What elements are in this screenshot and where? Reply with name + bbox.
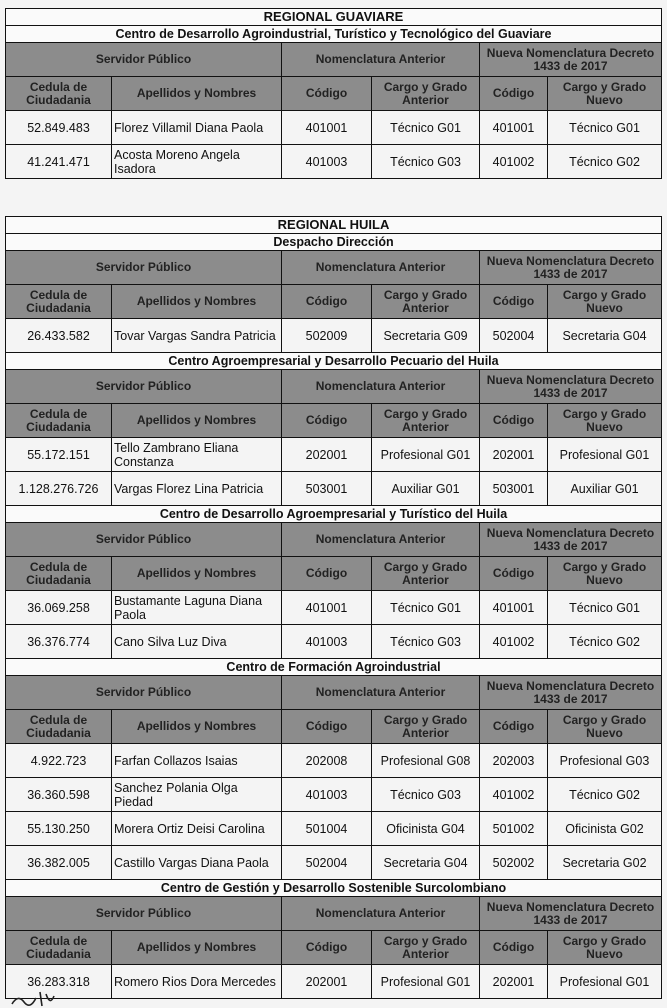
codigo-anterior-cell: 202001	[282, 965, 372, 999]
header-cargo-anterior: Cargo y Grado Anterior	[372, 931, 480, 965]
cargo-nuevo-cell: Oficinista G02	[548, 812, 662, 846]
section-title: Centro Agroempresarial y Desarrollo Pecuario del Huila	[6, 353, 662, 370]
header-nueva-nomenclatura: Nueva Nomenclatura Decreto 1433 de 2017	[480, 251, 662, 285]
header-row-bottom	[6, 285, 662, 319]
header-servidor: Servidor Público	[6, 897, 282, 931]
cargo-nuevo-cell: Profesional G03	[548, 744, 662, 778]
nombre-cell: Morera Ortiz Deisi Carolina	[112, 812, 282, 846]
header-cargo-nuevo: Cargo y Grado Nuevo	[548, 710, 662, 744]
header-codigo-nuevo: Código	[480, 710, 548, 744]
nombre-cell: Vargas Florez Lina Patricia	[112, 472, 282, 506]
header-nomenclatura-anterior: Nomenclatura Anterior	[282, 370, 480, 404]
section-title-row	[6, 506, 662, 523]
header-cedula: Cedula de Ciudadania	[6, 931, 112, 965]
codigo-nuevo-cell: 401002	[480, 778, 548, 812]
nombre-cell: Cano Silva Luz Diva	[112, 625, 282, 659]
cargo-nuevo-cell: Técnico G01	[548, 111, 662, 145]
header-cargo-nuevo: Cargo y Grado Nuevo	[548, 557, 662, 591]
header-cargo-anterior: Cargo y Grado Anterior	[372, 404, 480, 438]
guaviare-center-name-row	[6, 26, 662, 43]
nombre-cell: Tello Zambrano Eliana Constanza	[112, 438, 282, 472]
header-codigo-anterior: Código	[282, 77, 372, 111]
cedula-cell: 36.069.258	[6, 591, 112, 625]
cargo-nuevo-cell: Secretaria G02	[548, 846, 662, 880]
nombre-cell: Bustamante Laguna Diana Paola	[112, 591, 282, 625]
codigo-anterior-cell: 202001	[282, 438, 372, 472]
header-cargo-nuevo: Cargo y Grado Nuevo	[548, 931, 662, 965]
header-row-top	[6, 370, 662, 404]
cargo-anterior-cell: Técnico G01	[372, 111, 480, 145]
header-nomenclatura-anterior: Nomenclatura Anterior	[282, 676, 480, 710]
table-row	[6, 778, 662, 812]
header-cedula: Cedula de Ciudadania	[6, 77, 112, 111]
header-row-bottom	[6, 404, 662, 438]
nombre-cell: Sanchez Polania Olga Piedad	[112, 778, 282, 812]
header-nueva-nomenclatura: Nueva Nomenclatura Decreto 1433 de 2017	[480, 676, 662, 710]
cargo-nuevo-cell: Secretaria G04	[548, 319, 662, 353]
header-row-top	[6, 897, 662, 931]
header-row-bottom	[6, 710, 662, 744]
header-nueva-nomenclatura: Nueva Nomenclatura Decreto 1433 de 2017	[480, 370, 662, 404]
cedula-cell: 36.382.005	[6, 846, 112, 880]
cargo-anterior-cell: Técnico G03	[372, 778, 480, 812]
header-codigo-nuevo: Código	[480, 557, 548, 591]
header-apellidos: Apellidos y Nombres	[112, 285, 282, 319]
huila-title-row	[6, 217, 662, 234]
header-apellidos: Apellidos y Nombres	[112, 710, 282, 744]
cedula-cell: 4.922.723	[6, 744, 112, 778]
codigo-nuevo-cell: 401001	[480, 591, 548, 625]
table-row	[6, 438, 662, 472]
cargo-anterior-cell: Auxiliar G01	[372, 472, 480, 506]
header-servidor: Servidor Público	[6, 370, 282, 404]
signature-mark	[10, 988, 70, 1008]
codigo-nuevo-cell: 502004	[480, 319, 548, 353]
section-title-row	[6, 880, 662, 897]
header-cargo-anterior: Cargo y Grado Anterior	[372, 77, 480, 111]
cedula-cell: 36.283.318	[6, 965, 112, 999]
codigo-anterior-cell: 401003	[282, 145, 372, 179]
codigo-anterior-cell: 202008	[282, 744, 372, 778]
header-row-bottom	[6, 77, 662, 111]
cargo-nuevo-cell: Profesional G01	[548, 438, 662, 472]
cargo-anterior-cell: Técnico G03	[372, 625, 480, 659]
codigo-anterior-cell: 401003	[282, 625, 372, 659]
cedula-cell: 26.433.582	[6, 319, 112, 353]
codigo-anterior-cell: 401001	[282, 591, 372, 625]
codigo-nuevo-cell: 401002	[480, 625, 548, 659]
cargo-anterior-cell: Profesional G01	[372, 438, 480, 472]
cargo-nuevo-cell: Técnico G01	[548, 591, 662, 625]
cedula-cell: 1.128.276.726	[6, 472, 112, 506]
cargo-anterior-cell: Técnico G01	[372, 591, 480, 625]
cargo-nuevo-cell: Profesional G01	[548, 965, 662, 999]
cedula-cell: 36.360.598	[6, 778, 112, 812]
codigo-nuevo-cell: 501002	[480, 812, 548, 846]
section-title-row	[6, 234, 662, 251]
codigo-anterior-cell: 502009	[282, 319, 372, 353]
codigo-nuevo-cell: 503001	[480, 472, 548, 506]
cargo-nuevo-cell: Técnico G02	[548, 145, 662, 179]
header-codigo-nuevo: Código	[480, 77, 548, 111]
section-title-row	[6, 353, 662, 370]
section-title: Centro de Formación Agroindustrial	[6, 659, 662, 676]
nombre-cell: Castillo Vargas Diana Paola	[112, 846, 282, 880]
header-cedula: Cedula de Ciudadania	[6, 710, 112, 744]
header-nomenclatura-anterior: Nomenclatura Anterior	[282, 897, 480, 931]
regional-guaviare-table	[5, 8, 662, 179]
cargo-nuevo-cell: Técnico G02	[548, 778, 662, 812]
guaviare-title-row	[6, 9, 662, 26]
cargo-anterior-cell: Secretaria G04	[372, 846, 480, 880]
codigo-nuevo-cell: 502002	[480, 846, 548, 880]
table-row	[6, 591, 662, 625]
table-row	[6, 145, 662, 179]
header-cargo-anterior: Cargo y Grado Anterior	[372, 557, 480, 591]
header-codigo-anterior: Código	[282, 285, 372, 319]
codigo-anterior-cell: 401001	[282, 111, 372, 145]
header-codigo-nuevo: Código	[480, 931, 548, 965]
table-row	[6, 472, 662, 506]
header-servidor: Servidor Público	[6, 523, 282, 557]
header-row-bottom	[6, 931, 662, 965]
header-nomenclatura-anterior: Nomenclatura Anterior	[282, 523, 480, 557]
cargo-anterior-cell: Oficinista G04	[372, 812, 480, 846]
table-row	[6, 625, 662, 659]
cedula-cell: 55.130.250	[6, 812, 112, 846]
header-apellidos: Apellidos y Nombres	[112, 931, 282, 965]
codigo-anterior-cell: 501004	[282, 812, 372, 846]
cedula-cell: 55.172.151	[6, 438, 112, 472]
header-nomenclatura-anterior: Nomenclatura Anterior	[282, 43, 480, 77]
header-codigo-anterior: Código	[282, 931, 372, 965]
header-nueva-nomenclatura: Nueva Nomenclatura Decreto 1433 de 2017	[480, 897, 662, 931]
table-row	[6, 965, 662, 999]
codigo-nuevo-cell: 401002	[480, 145, 548, 179]
cedula-cell: 52.849.483	[6, 111, 112, 145]
header-servidor: Servidor Público	[6, 251, 282, 285]
header-apellidos: Apellidos y Nombres	[112, 404, 282, 438]
header-codigo-anterior: Código	[282, 404, 372, 438]
table-row	[6, 744, 662, 778]
header-apellidos: Apellidos y Nombres	[112, 77, 282, 111]
codigo-nuevo-cell: 202001	[480, 438, 548, 472]
section-title: Despacho Dirección	[6, 234, 662, 251]
cedula-cell: 41.241.471	[6, 145, 112, 179]
header-apellidos: Apellidos y Nombres	[112, 557, 282, 591]
header-row-bottom	[6, 557, 662, 591]
header-nueva-nomenclatura: Nueva Nomenclatura Decreto 1433 de 2017	[480, 43, 662, 77]
header-row-top	[6, 523, 662, 557]
codigo-anterior-cell: 502004	[282, 846, 372, 880]
regional-huila-table	[5, 216, 662, 999]
header-cargo-anterior: Cargo y Grado Anterior	[372, 285, 480, 319]
nombre-cell: Florez Villamil Diana Paola	[112, 111, 282, 145]
nombre-cell: Tovar Vargas Sandra Patricia	[112, 319, 282, 353]
header-cargo-anterior: Cargo y Grado Anterior	[372, 710, 480, 744]
header-cargo-nuevo: Cargo y Grado Nuevo	[548, 77, 662, 111]
section-title-row	[6, 659, 662, 676]
codigo-nuevo-cell: 401001	[480, 111, 548, 145]
header-cedula: Cedula de Ciudadania	[6, 557, 112, 591]
header-cedula: Cedula de Ciudadania	[6, 404, 112, 438]
cargo-anterior-cell: Profesional G01	[372, 965, 480, 999]
guaviare-center-name: Centro de Desarrollo Agroindustrial, Turístico y Tecnológico del Guaviare	[6, 26, 662, 43]
section-title: Centro de Gestión y Desarrollo Sostenible Surcolombiano	[6, 880, 662, 897]
cargo-anterior-cell: Profesional G08	[372, 744, 480, 778]
nombre-cell: Acosta Moreno Angela Isadora	[112, 145, 282, 179]
cargo-nuevo-cell: Técnico G02	[548, 625, 662, 659]
header-codigo-nuevo: Código	[480, 404, 548, 438]
nombre-cell: Farfan Collazos Isaias	[112, 744, 282, 778]
cargo-anterior-cell: Secretaria G09	[372, 319, 480, 353]
table-row	[6, 846, 662, 880]
section-title: Centro de Desarrollo Agroempresarial y Turístico del Huila	[6, 506, 662, 523]
header-cedula: Cedula de Ciudadania	[6, 285, 112, 319]
header-row-top	[6, 676, 662, 710]
header-codigo-nuevo: Código	[480, 285, 548, 319]
header-cargo-nuevo: Cargo y Grado Nuevo	[548, 404, 662, 438]
header-row-top	[6, 251, 662, 285]
huila-title: REGIONAL HUILA	[6, 217, 662, 234]
table-row	[6, 812, 662, 846]
header-codigo-anterior: Código	[282, 557, 372, 591]
codigo-nuevo-cell: 202001	[480, 965, 548, 999]
codigo-nuevo-cell: 202003	[480, 744, 548, 778]
header-servidor: Servidor Público	[6, 676, 282, 710]
table-row	[6, 111, 662, 145]
header-nueva-nomenclatura: Nueva Nomenclatura Decreto 1433 de 2017	[480, 523, 662, 557]
cedula-cell: 36.376.774	[6, 625, 112, 659]
cargo-anterior-cell: Técnico G03	[372, 145, 480, 179]
codigo-anterior-cell: 401003	[282, 778, 372, 812]
header-codigo-anterior: Código	[282, 710, 372, 744]
table-row	[6, 319, 662, 353]
guaviare-title: REGIONAL GUAVIARE	[6, 9, 662, 26]
header-row-top	[6, 43, 662, 77]
header-cargo-nuevo: Cargo y Grado Nuevo	[548, 285, 662, 319]
codigo-anterior-cell: 503001	[282, 472, 372, 506]
header-nomenclatura-anterior: Nomenclatura Anterior	[282, 251, 480, 285]
cargo-nuevo-cell: Auxiliar G01	[548, 472, 662, 506]
header-servidor: Servidor Público	[6, 43, 282, 77]
nombre-cell: Romero Rios Dora Mercedes	[112, 965, 282, 999]
